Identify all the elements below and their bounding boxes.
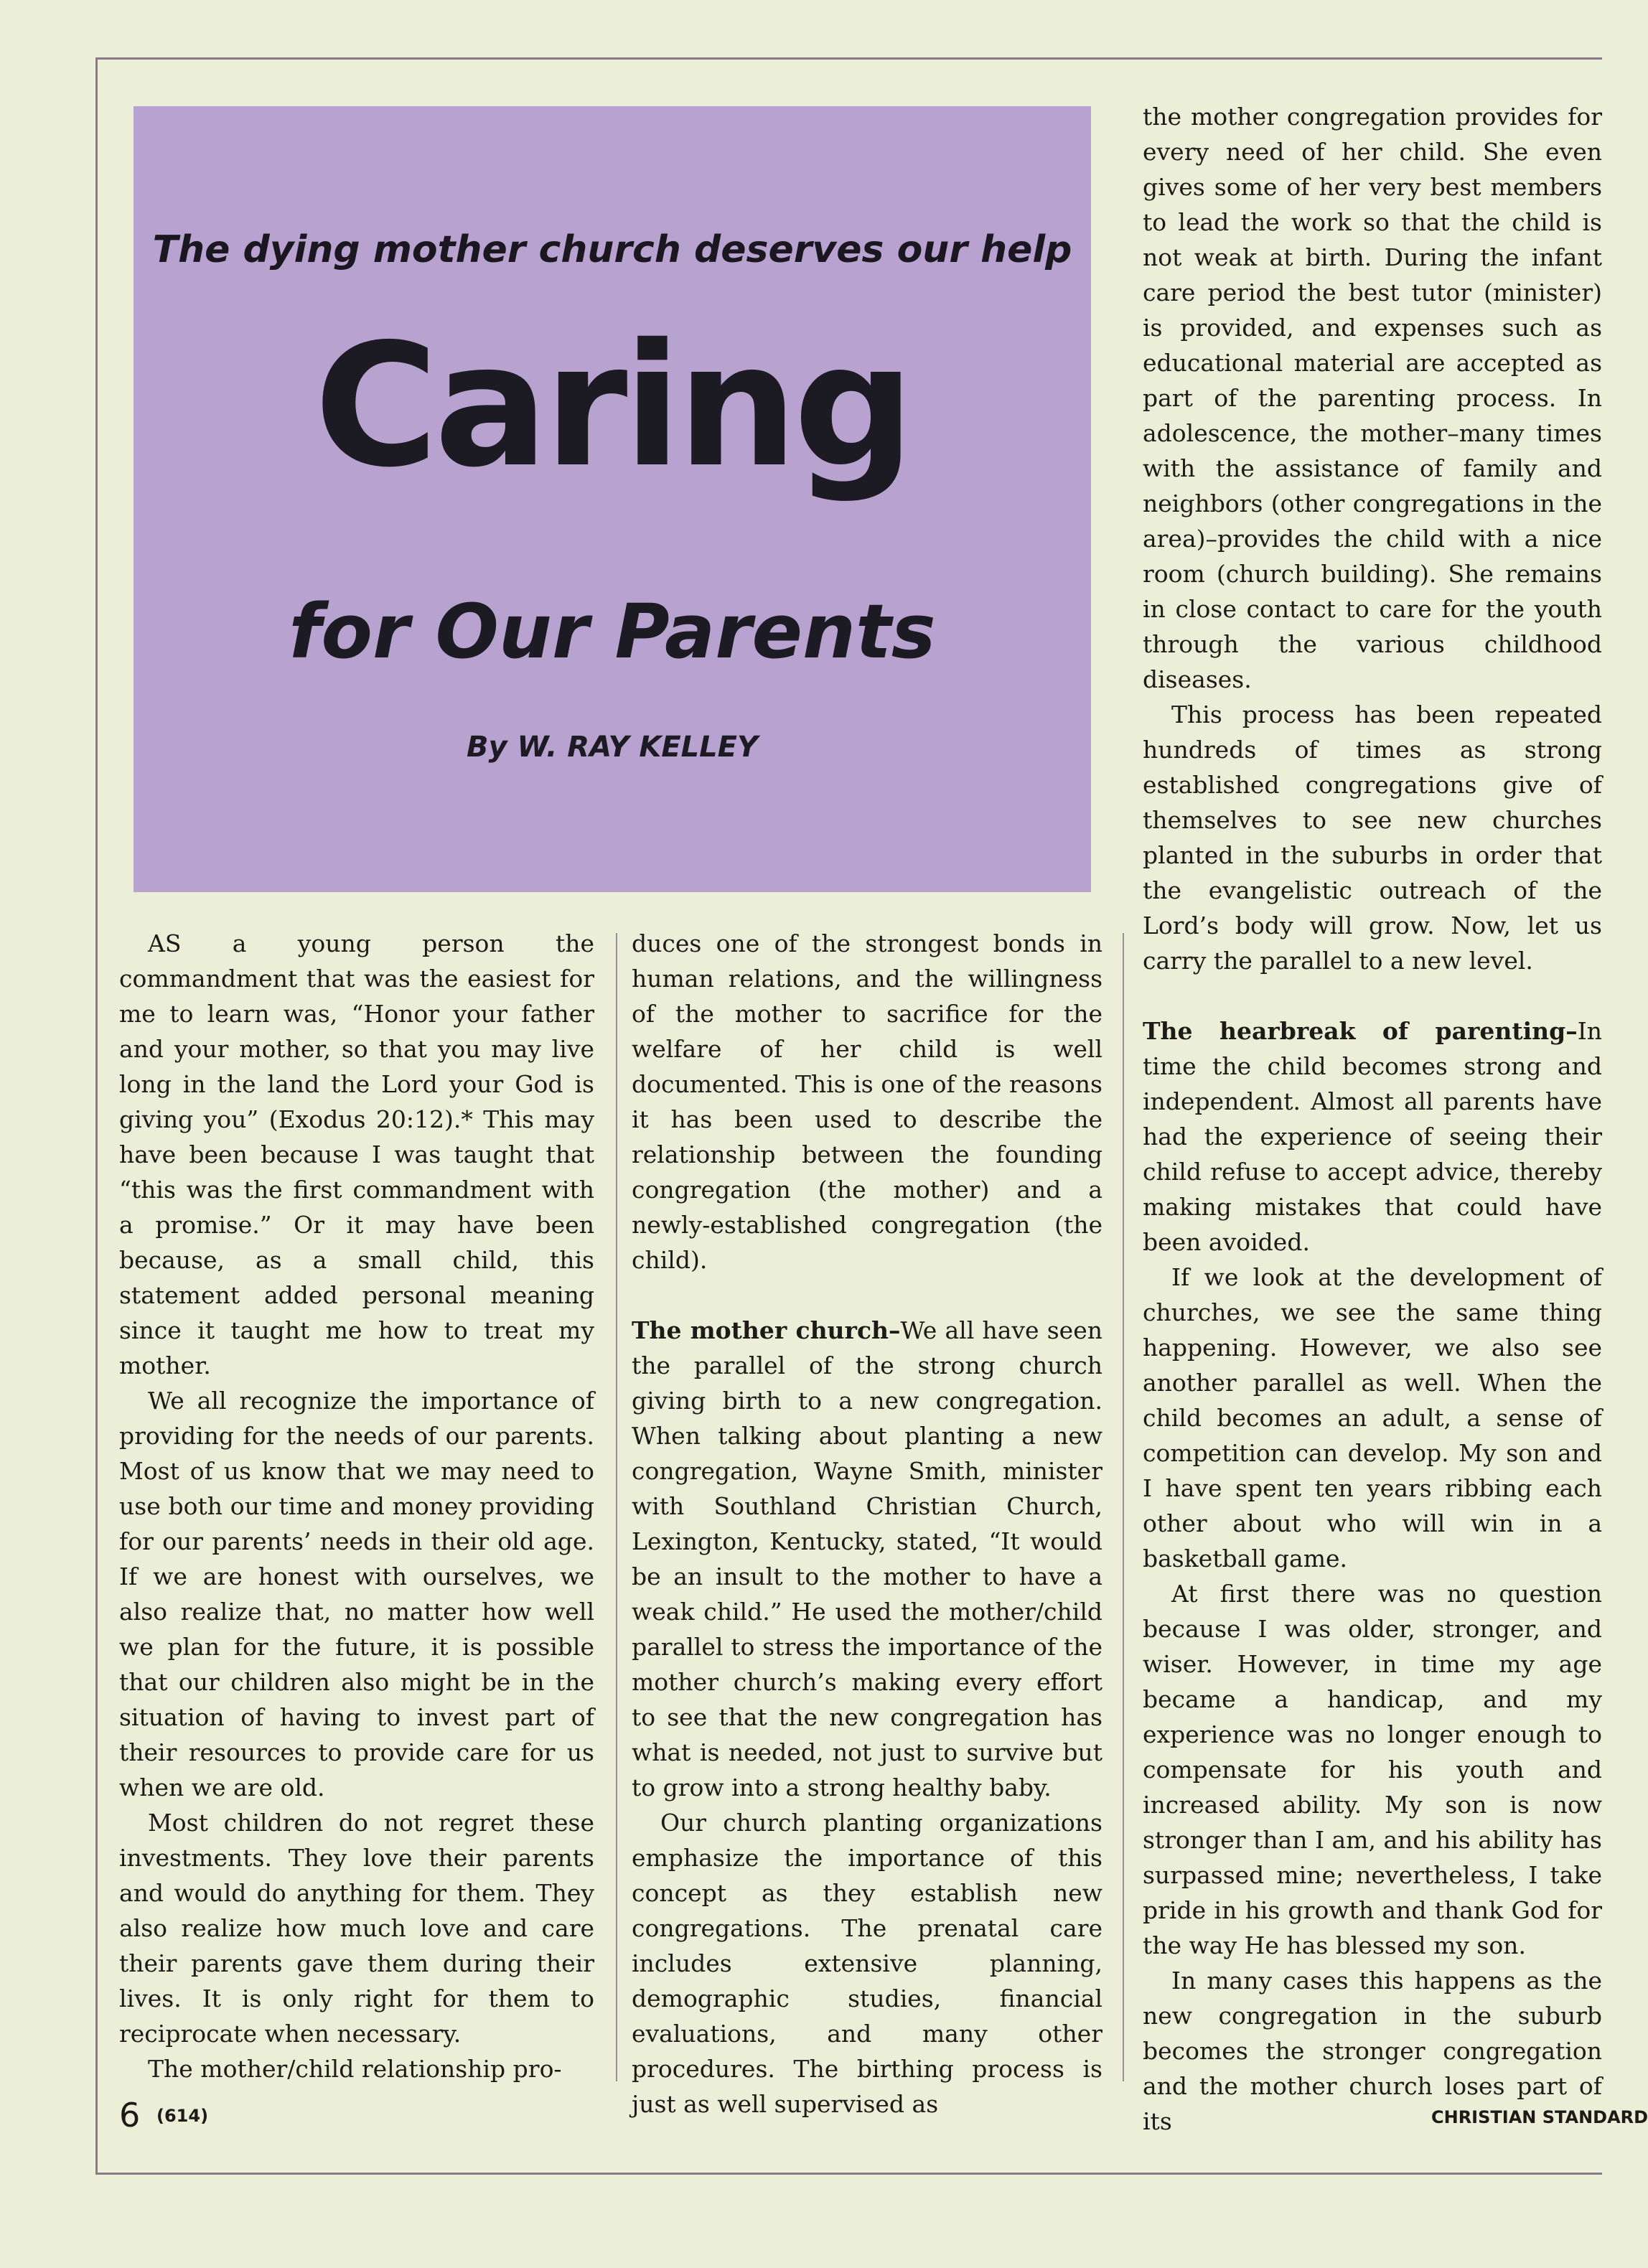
paragraph: duces one of the strongest bonds in human relations, and the willingness of the mother to sacrifice for the welfare of her child is well documented. This is one of the reasons it has been used to describe the relationship between the founding congregation (the mother) and a newly-established congregation (the child). — [632, 929, 1102, 1274]
column-1 — [119, 926, 594, 2086]
section-paragraph — [632, 1313, 1102, 1805]
subhead: for Our Parents — [289, 588, 936, 675]
kicker: The dying mother church deserves our help — [152, 228, 1072, 271]
magazine-name: CHRISTIAN STANDARD — [1431, 2107, 1648, 2127]
section-heading: The hearbreak of parenting– — [1143, 1017, 1578, 1045]
paragraph: The mother/child relationship pro- — [148, 2055, 562, 2083]
page-number: 6 — [119, 2096, 141, 2135]
headline: Caring — [314, 307, 911, 505]
paragraph: This process has been repeated hundreds of times as strong established congregations give of themselves to see new churches planted in the suburbs in order that the evangelistic outreach of the Lord’s body will grow. Now, let us carry the parallel to a new level. — [1143, 700, 1602, 975]
paragraph-text: In time the child becomes strong and independent. Almost all parents have had the experience of seeing their child refuse to accept advice, thereby making mistakes that could have been avoided. — [1143, 1017, 1602, 1256]
title-block — [134, 106, 1091, 892]
section-heading: The mother church– — [632, 1316, 901, 1344]
column-rule — [616, 933, 617, 2081]
paragraph: At first there was no question because I was older, stronger, and wiser. However, in time my age became a handicap, and my experience was no longer enough to compensate for his youth and increased ability. My son is now stronger than I am, and his ability has surpassed mine; nevertheless, I take pride in his growth and thank God for the way He has blessed my son. — [1143, 1580, 1602, 1959]
column-rule — [1123, 933, 1124, 2081]
column-2 — [632, 926, 1102, 2122]
paragraph: AS a young person the commandment that was the easiest for me to learn was, “Honor your father and your mother, so that you may live long in the land the Lord your God is giving you” (Exodus 20:12).* This may have been because I was taught that “this was the first commandment with a promise.” Or it may have been because, as a small child, this statement added personal meaning since it taught me how to treat my mother. — [119, 929, 594, 1379]
paragraph-text: We all have seen the parallel of the strong church giving birth to a new congregation. When talking about planting a new congregation, Wayne Smith, minister with Southland Christian Church, Lexington, Kentucky, stated, “It would be an insult to the mother to have a weak child.” He used the mother/child parallel to stress the importance of the mother church’s making every effort to see that the new congregation has what is needed, not just to survive but to grow into a strong healthy baby. — [632, 1316, 1102, 1801]
paragraph: the mother congregation provides for every need of her child. She even gives some of her very best members to lead the work so that the child is not weak at birth. During the infant care period the best tutor (minister) is provided, and expenses such as educational material are accepted as part of the parenting process. In adolescence, the mother–many times with the assistance of family and neighbors (other congregations in the area)–provides the child with a nice room (church building). She remains in close contact to care for the youth through the various childhood diseases. — [1143, 103, 1602, 693]
paragraph: Our church planting organizations emphasize the importance of this concept as they establish new congregations. The prenatal care includes extensive planning, demographic studies, financial evaluations, and many other procedures. The birthing process is just as well supervised as — [632, 1809, 1102, 2118]
paragraph: Most children do not regret these investments. They love their parents and would do anything for them. They also realize how much love and care their parents gave them during their lives. It is only right for them to reciprocate when necessary. — [119, 1809, 594, 2048]
paragraph: We all recognize the importance of providing for the needs of our parents. Most of us know that we may need to use both our time and money providing for our parents’ needs in their old age. If we are honest with ourselves, we also realize that, no matter how well we plan for the future, it is possible that our children also might be in the situation of having to invest part of their resources to provide care for us when we are old. — [119, 1387, 594, 1801]
paragraph: In many cases this happens as the new congregation in the suburb becomes the stronger congregation and the mother church loses part of its — [1143, 1967, 1602, 2135]
paragraph: If we look at the development of churches, we see the same thing happening. However, we also see another parallel as well. When the child becomes an adult, a sense of competition can develop. My son and I have spent ten years ribbing each other about who will win in a basketball game. — [1143, 1263, 1602, 1573]
section-paragraph — [1143, 1013, 1602, 1260]
issue-page-number: (614) — [156, 2106, 209, 2126]
byline: By W. RAY KELLEY — [467, 731, 758, 764]
